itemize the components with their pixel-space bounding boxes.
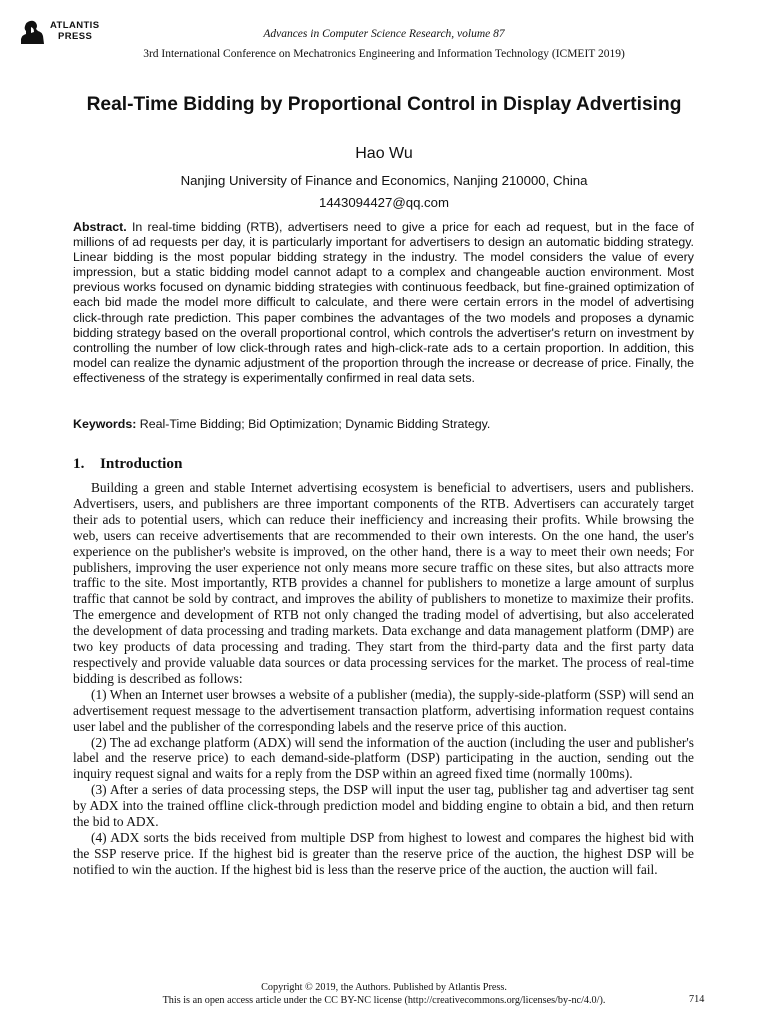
section-number: 1.	[73, 455, 85, 472]
page-footer	[0, 981, 768, 1007]
body-paragraph: (1) When an Internet user browses a website of a publisher (media), the supply-side-platform (SSP) will send an advertisement request message to the advertisement transaction platform, advertising information request contains user label and the publisher of the corresponding labels and the reserve price of this auction.	[73, 686, 694, 734]
section-heading	[73, 455, 182, 473]
license-line: This is an open access article under the CC BY-NC license (http://creativecommons.org/licenses/by-nc/4.0/).	[162, 995, 606, 1006]
author-email: 1443094427@qq.com	[319, 195, 449, 210]
author-name: Hao Wu	[355, 145, 413, 162]
section-title: Introduction	[100, 455, 183, 472]
section-body	[73, 480, 694, 878]
abstract	[73, 220, 694, 386]
keywords-label: Keywords:	[73, 417, 137, 431]
author-affiliation: Nanjing University of Finance and Economics, Nanjing 210000, China	[180, 173, 588, 188]
paper-title: Real-Time Bidding by Proportional Control in Display Advertising	[86, 94, 682, 115]
journal-title: Advances in Computer Science Research, volume 87	[263, 28, 505, 40]
body-paragraph: Building a green and stable Internet advertising ecosystem is beneficial to advertisers, users and publishers. Advertisers, users, and publishers are three important components of the RTB. Advertisers can accurately target their ads to potential users, which can reduce their inefficiency and increasing their profits. While browsing the web, users can receive advertisements that are recommended to their own interests. On the one hand, the user's experience on the publisher's website is improved, on the other hand, there is a way to meet their own needs; For publishers, improving the user experience not only means more secure traffic on these sites, but also attracts more traffic to the site. Most importantly, RTB provides a channel for publishers to monetize a large amount of surplus traffic that cannot be sold by contract, and improves the ability of publishers to monetize to maximize their profits. The emergence and development of RTB not only changed the trading model of advertising, but also accelerated the development of data processing and trading markets. Data exchange and data management platform (DMP) are two key products of data processing and trading. They start from the third-party data and the first party data respectively and provide valuable data sources or data processing services for the market. The process of real-time bidding is described as follows:	[73, 480, 694, 686]
logo-text-line2: PRESS	[58, 31, 93, 42]
body-paragraph: (4) ADX sorts the bids received from multiple DSP from highest to lowest and compares the highest bid with the SSP reserve price. If the highest bid is greater than the reserve price of the auction, the highest DSP will be notified to win the auction. If the highest bid is less than the reserve price of the auction, the auction will fail.	[73, 829, 694, 877]
copyright-line: Copyright © 2019, the Authors. Published by Atlantis Press.	[261, 982, 507, 993]
abstract-label: Abstract.	[73, 220, 127, 234]
logo-text-line1: ATLANTIS	[50, 20, 100, 31]
body-paragraph: (2) The ad exchange platform (ADX) will send the information of the auction (including the user and publisher's label and the reserve price) to each demand-side-platform (DSP) participating in the auction, sending out the inquiry request signal and waits for a reply from the DSP within an agreed fixed time (normally 100ms).	[73, 734, 694, 782]
keywords	[73, 417, 694, 432]
conference-title: 3rd International Conference on Mechatronics Engineering and Information Technology (ICMEIT 2019)	[143, 48, 625, 60]
keywords-text: Real-Time Bidding; Bid Optimization; Dynamic Bidding Strategy.	[136, 417, 491, 431]
abstract-text: In real-time bidding (RTB), advertisers need to give a price for each ad request, but in the face of millions of ad requests per day, it is particularly important for advertisers to design an automatic bidding strategy. Linear bidding is the most popular bidding strategy in the industry. The model considers the value of every impression, but a static bidding model cannot adapt to a complex and changeable auction environment. Most previous works focused on dynamic bidding strategies with continuous feedback, but fine-grained optimization of each bid made the model more difficult to calculate, and there were certain errors in the model of advertising click-through rate prediction. This paper combines the advantages of the two models and proposes a dynamic bidding strategy based on the overall proportional control, which controls the advertiser's return on investment by controlling the number of low click-through rates and high-click-rate ads to a certain proportion. In addition, this model can realize the dynamic adjustment of the proportion through the increase or decrease of price. Finally, the effectiveness of the strategy is experimentally confirmed in real data sets.	[73, 220, 694, 385]
page-number: 714	[689, 994, 705, 1005]
body-paragraph: (3) After a series of data processing steps, the DSP will input the user tag, publisher tag and advertiser tag sent by ADX into the trained offline click-through prediction model and bidding engine to obtain a bid, and then return the bid to ADX.	[73, 782, 694, 830]
